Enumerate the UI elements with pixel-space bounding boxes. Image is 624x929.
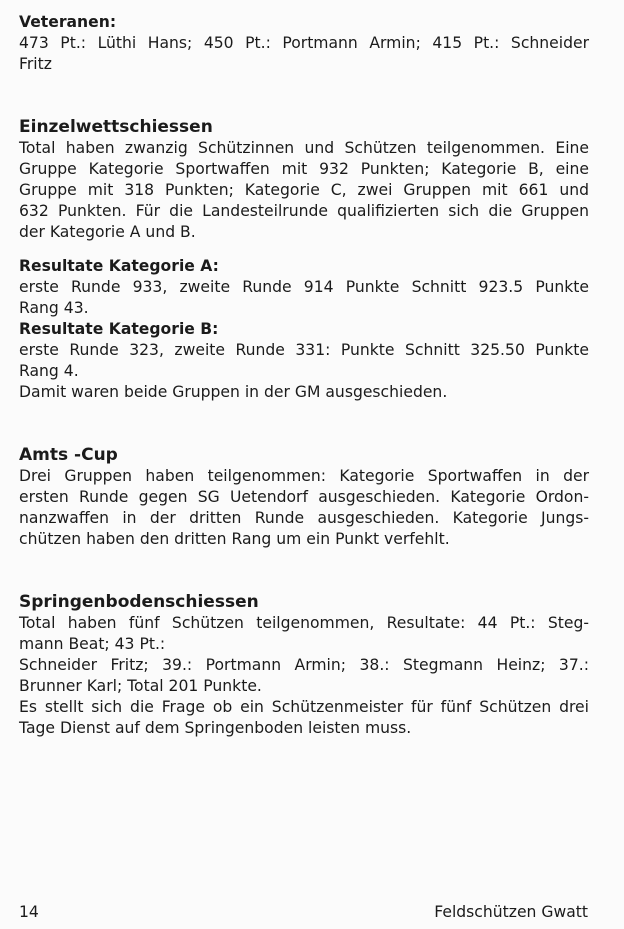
text-line: der Kategorie A und B. [19,223,196,241]
text-line: erste Runde 933, zweite Runde 914 Punkte Schnitt 923.5 Punkte [19,278,589,296]
text-line: Damit waren beide Gruppen in der GM ausgeschieden. [19,383,448,401]
text-line: erste Runde 323, zweite Runde 331: Punkte Schnitt 325.50 Punkte [19,341,589,359]
section-amts-cup [19,445,589,550]
text-line: Fritz [19,55,52,73]
publication-title: Feldschützen Gwatt [434,903,588,921]
text-line: mann Beat; 43 Pt.: [19,635,166,653]
section-heading: Resultate Kategorie B: [19,320,219,338]
section-resultate-b [19,319,589,403]
text-line: Rang 43. [19,299,89,317]
section-body [19,138,589,243]
text-line: ersten Runde gegen SG Uetendorf ausgeschieden. Kategorie Ordon- [19,488,589,506]
text-line: Rang 4. [19,362,79,380]
section-einzelwettschiessen [19,117,589,243]
text-line: nanzwaffen in der dritten Runde ausgeschieden. Kategorie Jungs- [19,509,589,527]
text-line: Schneider Fritz; 39.: Portmann Armin; 38.: Stegmann Heinz; 37.: [19,656,589,674]
text-line: Tage Dienst auf dem Springenboden leisten muss. [19,719,412,737]
section-body [19,33,589,75]
section-heading: Resultate Kategorie A: [19,257,219,275]
text-line: 473 Pt.: Lüthi Hans; 450 Pt.: Portmann Armin; 415 Pt.: Schneider [19,34,589,52]
text-line: Drei Gruppen haben teilgenommen: Kategorie Sportwaffen in der [19,467,589,485]
section-body [19,340,589,403]
section-heading: Veteranen: [19,13,117,31]
section-body [19,466,589,550]
section-heading: Amts -Cup [19,445,118,465]
text-line: chützen haben den dritten Rang um ein Punkt verfehlt. [19,530,450,548]
section-heading: Einzelwettschiessen [19,117,213,137]
section-heading: Springenbodenschiessen [19,592,259,612]
section-springenboden [19,592,589,739]
text-line: Gruppe mit 318 Punkten; Kategorie C, zwei Gruppen mit 661 und [19,181,589,199]
text-line: Total haben zwanzig Schützinnen und Schützen teilgenommen. Eine [19,139,589,157]
page-number: 14 [19,903,39,921]
section-resultate-a [19,256,589,319]
document-page [19,12,589,739]
text-line: Es stellt sich die Frage ob ein Schützenmeister für fünf Schützen drei [19,698,589,716]
section-body [19,613,589,739]
text-line: Brunner Karl; Total 201 Punkte. [19,677,262,695]
text-line: 632 Punkten. Für die Landesteilrunde qualifizierten sich die Gruppen [19,202,589,220]
text-line: Total haben fünf Schützen teilgenommen, Resultate: 44 Pt.: Steg- [19,614,589,632]
text-line: Gruppe Kategorie Sportwaffen mit 932 Punkten; Kategorie B, eine [19,160,589,178]
section-veteranen [19,12,589,75]
section-body [19,277,589,319]
